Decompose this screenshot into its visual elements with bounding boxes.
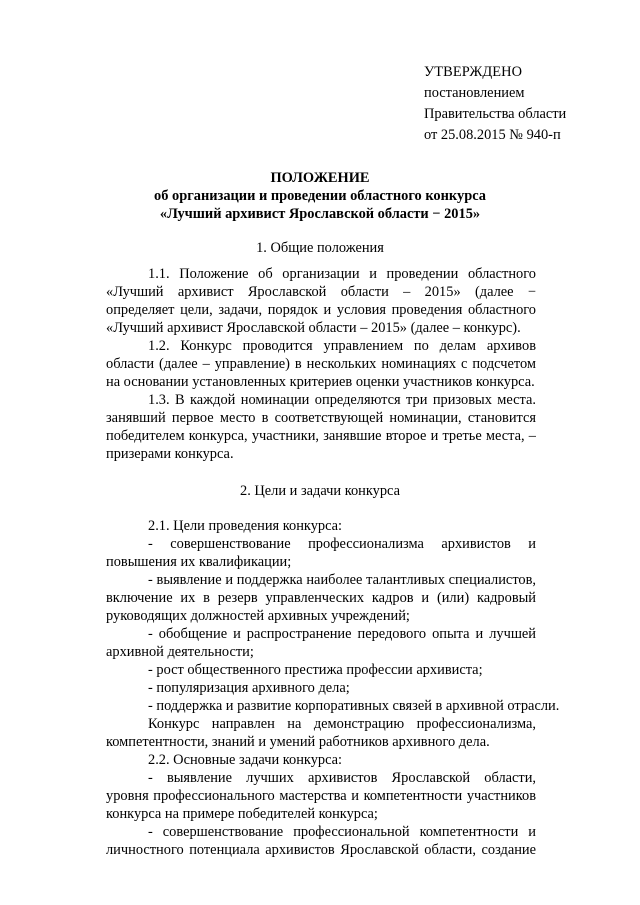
paragraph-line: - совершенствование профессионализма архивистов и [148,536,536,552]
paragraph-line: 1.3. В каждой номинации определяются три призовых места. [148,392,536,408]
paragraph-line: «Лучший архивист Ярославской области – 2015» (далее − [106,284,536,300]
paragraph-line: личностного потенциала архивистов Ярославской области, создание [106,842,536,858]
paragraph-line: конкурса на примере победителей конкурса; [106,806,378,822]
paragraph-line: руководящих должностей архивных учреждений; [106,608,410,624]
document-subtitle: «Лучший архивист Ярославской области − 2015» [159,206,481,222]
paragraph-line: 1.2. Конкурс проводится управлением по делам архивов [148,338,536,354]
approval-line: УТВЕРЖДЕНО [424,64,523,80]
paragraph-line: - обобщение и распространение передового опыта и лучшей [148,626,536,642]
paragraph-line: 2.2. Основные задачи конкурса: [148,752,343,768]
paragraph-line: повышения их квалификации; [106,554,292,570]
approval-line: от 25.08.2015 № 940-п [424,127,561,143]
document-subtitle: об организации и проведении областного конкурса [154,188,486,204]
paragraph-line: 2.1. Цели проведения конкурса: [148,518,343,534]
paragraph-line: - популяризация архивного дела; [148,680,350,696]
approval-line: постановлением [424,85,525,101]
paragraph-line: занявший первое место в соответствующей номинации, становится [106,410,536,426]
paragraph-line: Конкурс направлен на демонстрацию профессионализма, [148,716,536,732]
paragraph-line: - рост общественного престижа профессии архивиста; [148,662,483,678]
paragraph-line: - совершенствование профессиональной компетентности и [148,824,536,840]
paragraph-line: «Лучший архивист Ярославской области – 2015» (далее – конкурс). [106,320,521,336]
approval-stamp [424,62,566,146]
paragraph-line: 1.1. Положение об организации и проведении областного [148,266,536,282]
paragraph-line: определяет цели, задачи, порядок и условия проведения областного [106,302,536,318]
document-title: ПОЛОЖЕНИЕ [270,170,370,186]
section-heading: 1. Общие положения [256,240,384,256]
paragraph-line: включение их в резерв управленческих кадров и (или) кадровый [106,590,536,606]
paragraph-line: архивной деятельности; [106,644,254,660]
paragraph-line: уровня профессионального мастерства и компетентности участников [106,788,536,804]
paragraph-line: области (далее – управление) в нескольких номинациях с подсчетом [106,356,536,372]
paragraph-line: победителем конкурса, участники, занявшие второе и третье места, – [106,428,536,444]
paragraph-line: компетентности, знаний и умений работников архивного дела. [106,734,490,750]
approval-line: Правительства области [424,106,567,122]
paragraph-line: призерами конкурса. [106,446,234,462]
paragraph-line: - выявление и поддержка наиболее талантливых специалистов, [148,572,536,588]
paragraph-line: на основании установленных критериев оценки участников конкурса. [106,374,535,390]
paragraph-line: - поддержка и развитие корпоративных связей в архивной отрасли. [148,698,560,714]
paragraph-line: - выявление лучших архивистов Ярославской области, [148,770,536,786]
section-heading: 2. Цели и задачи конкурса [240,483,400,499]
